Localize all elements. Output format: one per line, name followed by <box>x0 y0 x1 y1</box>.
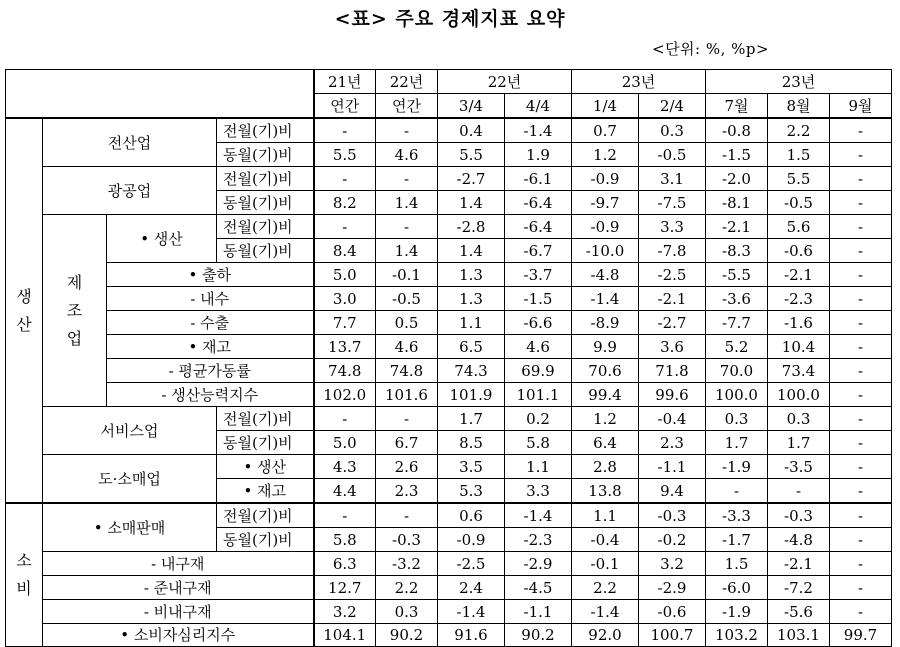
header-period: 3/4 <box>438 94 505 119</box>
table-cell: -2.1 <box>639 287 706 311</box>
table-cell: -1.6 <box>768 311 830 335</box>
table-cell: -3.6 <box>706 287 768 311</box>
table-cell: -3.2 <box>376 552 438 576</box>
table-cell: - <box>376 118 438 143</box>
table-cell: - <box>376 167 438 191</box>
table-cell: - <box>830 431 892 455</box>
table-cell: -6.1 <box>505 167 572 191</box>
table-cell: 4.3 <box>314 455 376 479</box>
table-cell: -3.3 <box>706 503 768 528</box>
table-cell: 10.4 <box>768 335 830 359</box>
header-period: 연간 <box>314 94 376 119</box>
table-cell: 2.3 <box>376 479 438 504</box>
table-cell: 5.2 <box>706 335 768 359</box>
table-cell: - <box>376 407 438 431</box>
table-cell: 101.9 <box>438 383 505 407</box>
row-label-all-industry: 전산업 <box>43 118 217 167</box>
table-cell: -0.1 <box>376 263 438 287</box>
table-cell: - <box>830 191 892 215</box>
table-cell: -2.5 <box>639 263 706 287</box>
table-cell: 5.8 <box>505 431 572 455</box>
table-cell: -1.7 <box>706 528 768 552</box>
table-cell: 103.1 <box>768 624 830 647</box>
table-cell: 99.4 <box>572 383 639 407</box>
table-cell: 9.4 <box>639 479 706 504</box>
table-cell: -9.7 <box>572 191 639 215</box>
unit-label: <단위: %, %p> <box>652 40 770 58</box>
table-row <box>6 383 892 407</box>
table-cell: 4.4 <box>314 479 376 504</box>
table-cell: -4.8 <box>768 528 830 552</box>
table-cell: - <box>830 215 892 239</box>
table-cell: -3.5 <box>768 455 830 479</box>
table-cell: - <box>830 552 892 576</box>
table-cell: - <box>314 407 376 431</box>
table-cell: -0.4 <box>572 528 639 552</box>
table-cell: -0.2 <box>639 528 706 552</box>
table-cell: 1.7 <box>438 407 505 431</box>
table-cell: - <box>314 503 376 528</box>
table-cell: - <box>830 503 892 528</box>
row-label-services: 서비스업 <box>43 407 217 455</box>
table-cell: -1.4 <box>505 118 572 143</box>
table-cell: -2.3 <box>768 287 830 311</box>
table-cell: 1.1 <box>572 503 639 528</box>
table-row <box>6 455 892 479</box>
table-cell: 5.5 <box>438 143 505 167</box>
table-cell: -7.2 <box>768 576 830 600</box>
table-cell: -6.6 <box>505 311 572 335</box>
table-cell: 1.1 <box>438 311 505 335</box>
table-cell: 1.4 <box>376 191 438 215</box>
table-cell: 91.6 <box>438 624 505 647</box>
table-cell: - <box>706 479 768 504</box>
table-cell: -6.4 <box>505 215 572 239</box>
row-label-utilization: - 평균가동률 <box>107 359 314 383</box>
row-label-capacity: - 생산능력지수 <box>107 383 314 407</box>
table-cell: 3.2 <box>639 552 706 576</box>
table-row <box>6 118 892 143</box>
table-cell: 2.6 <box>376 455 438 479</box>
table-cell: 70.0 <box>706 359 768 383</box>
table-cell: 5.0 <box>314 431 376 455</box>
group-consumption: 소 비 <box>6 503 43 647</box>
table-cell: - <box>376 215 438 239</box>
table-cell: 5.3 <box>438 479 505 504</box>
table-row <box>6 335 892 359</box>
table-cell: -1.4 <box>438 600 505 624</box>
table-cell: - <box>830 239 892 263</box>
table-title: <표> 주요 경제지표 요약 <box>334 8 566 30</box>
table-cell: 4.6 <box>376 143 438 167</box>
header-period: 1/4 <box>572 94 639 119</box>
table-cell: 1.4 <box>438 191 505 215</box>
row-sublabel-production: • 생산 <box>217 455 314 479</box>
row-label-domestic: - 내수 <box>107 287 314 311</box>
table-cell: -0.9 <box>438 528 505 552</box>
table-cell: - <box>830 335 892 359</box>
table-cell: - <box>830 143 892 167</box>
table-cell: 103.2 <box>706 624 768 647</box>
header-period: 2/4 <box>639 94 706 119</box>
table-cell: - <box>830 118 892 143</box>
table-cell: 8.5 <box>438 431 505 455</box>
table-cell: - <box>376 503 438 528</box>
table-cell: 6.5 <box>438 335 505 359</box>
header-period: 7월 <box>706 94 768 119</box>
table-cell: -0.6 <box>639 600 706 624</box>
table-cell: - <box>830 479 892 504</box>
table-cell: -1.4 <box>572 287 639 311</box>
table-row <box>6 552 892 576</box>
header-corner <box>6 70 314 119</box>
table-cell: -2.7 <box>639 311 706 335</box>
table-row <box>6 359 892 383</box>
table-cell: -8.1 <box>706 191 768 215</box>
table-cell: - <box>830 359 892 383</box>
row-sublabel-mom: 전월(기)비 <box>217 167 314 191</box>
economic-indicators-table <box>5 69 892 647</box>
table-cell: 2.8 <box>572 455 639 479</box>
table-cell: -0.5 <box>376 287 438 311</box>
table-cell: -3.7 <box>505 263 572 287</box>
table-cell: 100.0 <box>768 383 830 407</box>
table-row <box>6 624 892 647</box>
table-cell: 6.4 <box>572 431 639 455</box>
table-cell: 13.8 <box>572 479 639 504</box>
table-cell: 2.2 <box>376 576 438 600</box>
table-cell: 70.6 <box>572 359 639 383</box>
table-cell: - <box>314 215 376 239</box>
table-cell: 3.2 <box>314 600 376 624</box>
table-cell: 3.6 <box>639 335 706 359</box>
table-cell: 104.1 <box>314 624 376 647</box>
row-sublabel-yoy: 동월(기)비 <box>217 239 314 263</box>
table-cell: 74.3 <box>438 359 505 383</box>
table-cell: -2.3 <box>505 528 572 552</box>
table-cell: 3.3 <box>505 479 572 504</box>
table-cell: 102.0 <box>314 383 376 407</box>
table-cell: -2.8 <box>438 215 505 239</box>
table-cell: 71.8 <box>639 359 706 383</box>
table-cell: -7.8 <box>639 239 706 263</box>
row-label-wholesale-retail: 도·소매업 <box>43 455 217 504</box>
table-cell: 3.5 <box>438 455 505 479</box>
table-cell: -0.4 <box>639 407 706 431</box>
table-cell: 3.1 <box>639 167 706 191</box>
group-manufacturing: 제 조 업 <box>43 215 107 407</box>
row-sublabel-inventory: • 재고 <box>217 479 314 504</box>
row-label-semidurable: - 준내구재 <box>43 576 314 600</box>
table-cell: 6.7 <box>376 431 438 455</box>
table-cell: 0.3 <box>376 600 438 624</box>
row-sublabel-yoy: 동월(기)비 <box>217 431 314 455</box>
row-label-retail-sales: • 소매판매 <box>43 503 217 552</box>
table-cell: 8.2 <box>314 191 376 215</box>
table-cell: 1.2 <box>572 143 639 167</box>
row-label-consumer-sentiment: • 소비자심리지수 <box>43 624 314 647</box>
table-cell: 2.3 <box>639 431 706 455</box>
table-cell: -5.5 <box>706 263 768 287</box>
table-cell: 5.0 <box>314 263 376 287</box>
row-label-mining: 광공업 <box>43 167 217 215</box>
header-period: 연간 <box>376 94 438 119</box>
table-cell: -1.4 <box>505 503 572 528</box>
table-cell: 2.2 <box>572 576 639 600</box>
table-cell: - <box>314 118 376 143</box>
table-cell: -1.9 <box>706 455 768 479</box>
table-cell: -1.4 <box>572 600 639 624</box>
table-row <box>6 503 892 528</box>
table-cell: -2.1 <box>768 552 830 576</box>
table-cell: 3.3 <box>639 215 706 239</box>
table-cell: -8.9 <box>572 311 639 335</box>
table-cell: 1.4 <box>438 239 505 263</box>
table-cell: - <box>830 311 892 335</box>
table-cell: 4.6 <box>376 335 438 359</box>
table-cell: 1.7 <box>768 431 830 455</box>
table-cell: 7.7 <box>314 311 376 335</box>
table-cell: -6.4 <box>505 191 572 215</box>
table-cell: 90.2 <box>376 624 438 647</box>
table-row <box>6 215 892 239</box>
table-cell: 5.8 <box>314 528 376 552</box>
table-cell: 2.4 <box>438 576 505 600</box>
table-cell: -0.9 <box>572 215 639 239</box>
table-cell: - <box>830 287 892 311</box>
table-cell: - <box>830 167 892 191</box>
table-cell: - <box>768 479 830 504</box>
table-row <box>6 167 892 191</box>
table-cell: 2.2 <box>768 118 830 143</box>
table-cell: 100.0 <box>706 383 768 407</box>
table-cell: 8.4 <box>314 239 376 263</box>
table-cell: -1.5 <box>505 287 572 311</box>
table-cell: 5.6 <box>768 215 830 239</box>
row-sublabel-mom: 전월(기)비 <box>217 503 314 528</box>
table-cell: 0.3 <box>768 407 830 431</box>
table-cell: 5.5 <box>768 167 830 191</box>
table-cell: -2.9 <box>505 552 572 576</box>
table-cell: -1.9 <box>706 600 768 624</box>
table-cell: - <box>830 600 892 624</box>
table-cell: 13.7 <box>314 335 376 359</box>
row-sublabel-yoy: 동월(기)비 <box>217 528 314 552</box>
table-cell: 69.9 <box>505 359 572 383</box>
table-cell: 74.8 <box>314 359 376 383</box>
table-row <box>6 311 892 335</box>
table-cell: 0.7 <box>572 118 639 143</box>
table-row <box>6 287 892 311</box>
header-year: 22년 <box>376 70 438 94</box>
table-cell: 92.0 <box>572 624 639 647</box>
table-cell: 1.3 <box>438 263 505 287</box>
table-cell: -8.3 <box>706 239 768 263</box>
table-cell: 1.1 <box>505 455 572 479</box>
table-cell: 9.9 <box>572 335 639 359</box>
table-cell: -2.0 <box>706 167 768 191</box>
table-cell: - <box>830 263 892 287</box>
table-cell: -0.3 <box>376 528 438 552</box>
table-cell: 0.3 <box>639 118 706 143</box>
row-sublabel-yoy: 동월(기)비 <box>217 191 314 215</box>
table-cell: -1.1 <box>639 455 706 479</box>
header-year: 23년 <box>572 70 706 94</box>
table-cell: -6.0 <box>706 576 768 600</box>
table-row <box>6 600 892 624</box>
table-cell: -0.1 <box>572 552 639 576</box>
table-cell: 0.2 <box>505 407 572 431</box>
table-cell: -1.5 <box>706 143 768 167</box>
table-cell: - <box>830 455 892 479</box>
table-cell: 99.7 <box>830 624 892 647</box>
table-cell: -0.9 <box>572 167 639 191</box>
table-cell: -7.5 <box>639 191 706 215</box>
row-label-production: • 생산 <box>107 215 217 263</box>
table-cell: -7.7 <box>706 311 768 335</box>
row-label-export: - 수출 <box>107 311 314 335</box>
table-cell: 101.1 <box>505 383 572 407</box>
table-cell: 1.7 <box>706 431 768 455</box>
header-period: 4/4 <box>505 94 572 119</box>
header-year: 21년 <box>314 70 376 94</box>
table-cell: -0.3 <box>639 503 706 528</box>
table-cell: -4.8 <box>572 263 639 287</box>
row-label-durable: - 내구재 <box>43 552 314 576</box>
group-production: 생 산 <box>6 118 43 503</box>
row-label-shipment: • 출하 <box>107 263 314 287</box>
table-cell: - <box>830 576 892 600</box>
table-cell: -2.5 <box>438 552 505 576</box>
table-cell: -0.5 <box>768 191 830 215</box>
table-cell: 4.6 <box>505 335 572 359</box>
table-cell: 0.6 <box>438 503 505 528</box>
table-cell: -10.0 <box>572 239 639 263</box>
table-row <box>6 263 892 287</box>
row-sublabel-mom: 전월(기)비 <box>217 118 314 143</box>
table-cell: -4.5 <box>505 576 572 600</box>
table-cell: -1.1 <box>505 600 572 624</box>
table-cell: 74.8 <box>376 359 438 383</box>
row-label-inventory: • 재고 <box>107 335 314 359</box>
header-period: 9월 <box>830 94 892 119</box>
table-cell: 6.3 <box>314 552 376 576</box>
row-sublabel-mom: 전월(기)비 <box>217 407 314 431</box>
table-cell: 5.5 <box>314 143 376 167</box>
table-cell: -0.6 <box>768 239 830 263</box>
header-year: 22년 <box>438 70 572 94</box>
table-cell: 0.5 <box>376 311 438 335</box>
table-cell: 90.2 <box>505 624 572 647</box>
table-cell: -2.7 <box>438 167 505 191</box>
table-cell: - <box>830 528 892 552</box>
table-cell: 0.4 <box>438 118 505 143</box>
table-cell: -6.7 <box>505 239 572 263</box>
table-cell: - <box>830 383 892 407</box>
header-period: 8월 <box>768 94 830 119</box>
table-cell: 0.3 <box>706 407 768 431</box>
table-cell: -2.1 <box>706 215 768 239</box>
table-row <box>6 576 892 600</box>
header-year: 23년 <box>706 70 892 94</box>
row-sublabel-mom: 전월(기)비 <box>217 215 314 239</box>
table-cell: 101.6 <box>376 383 438 407</box>
row-sublabel-yoy: 동월(기)비 <box>217 143 314 167</box>
table-cell: 1.2 <box>572 407 639 431</box>
table-cell: -2.1 <box>768 263 830 287</box>
table-cell: 73.4 <box>768 359 830 383</box>
table-cell: -0.5 <box>639 143 706 167</box>
table-cell: -5.6 <box>768 600 830 624</box>
table-cell: -2.9 <box>639 576 706 600</box>
table-cell: 1.3 <box>438 287 505 311</box>
table-cell: 1.9 <box>505 143 572 167</box>
table-cell: 1.4 <box>376 239 438 263</box>
table-cell: 3.0 <box>314 287 376 311</box>
table-cell: -0.3 <box>768 503 830 528</box>
table-cell: 12.7 <box>314 576 376 600</box>
table-cell: 1.5 <box>768 143 830 167</box>
row-label-nondurable: - 비내구재 <box>43 600 314 624</box>
table-row <box>6 407 892 431</box>
table-cell: -0.8 <box>706 118 768 143</box>
table-cell: 1.5 <box>706 552 768 576</box>
table-cell: 99.6 <box>639 383 706 407</box>
table-cell: 100.7 <box>639 624 706 647</box>
table-cell: - <box>830 407 892 431</box>
table-cell: - <box>314 167 376 191</box>
